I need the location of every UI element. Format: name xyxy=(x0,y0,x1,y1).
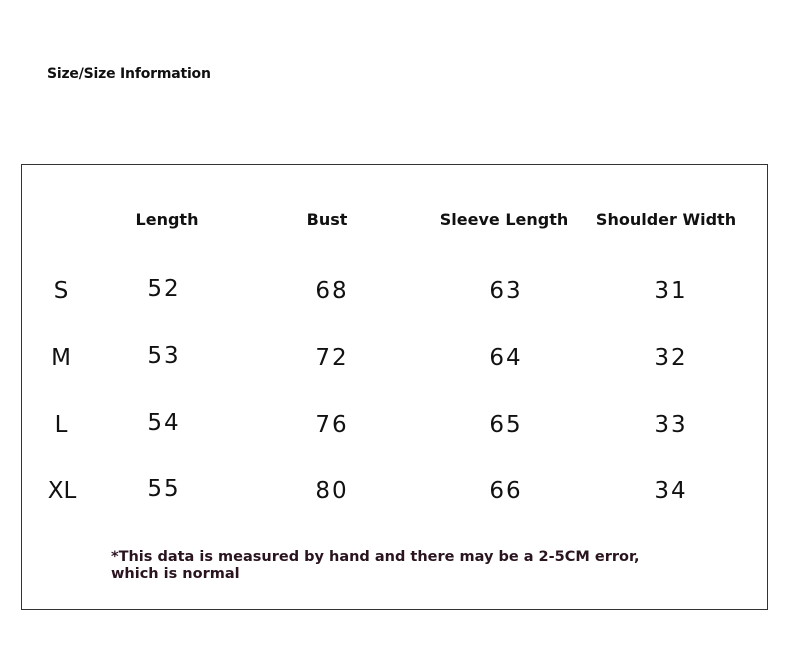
row-label-l: L xyxy=(54,412,68,438)
column-header-length: Length xyxy=(135,210,199,229)
row-label-xl: XL xyxy=(47,478,77,504)
table-cell: 68 xyxy=(315,278,349,304)
table-cell: 33 xyxy=(654,412,688,438)
table-cell: 66 xyxy=(489,478,523,504)
table-cell: 76 xyxy=(315,412,349,438)
table-cell: 53 xyxy=(147,343,181,369)
size-chart-box xyxy=(21,164,768,610)
column-header-shoulder-width: Shoulder Width xyxy=(595,210,737,229)
row-label-s: S xyxy=(53,278,69,304)
table-cell: 34 xyxy=(654,478,688,504)
table-cell: 80 xyxy=(315,478,349,504)
table-cell: 64 xyxy=(489,345,523,371)
column-header-sleeve-length: Sleeve Length xyxy=(439,210,569,229)
column-header-bust: Bust xyxy=(306,210,348,229)
row-label-m: M xyxy=(51,345,71,371)
table-cell: 31 xyxy=(654,278,688,304)
table-cell: 52 xyxy=(147,276,181,302)
table-cell: 65 xyxy=(489,412,523,438)
table-cell: 63 xyxy=(489,278,523,304)
table-cell: 72 xyxy=(315,345,349,371)
measurement-note: *This data is measured by hand and there may be a 2-5CM error, which is normal xyxy=(111,549,640,582)
table-cell: 32 xyxy=(654,345,688,371)
table-cell: 55 xyxy=(147,476,181,502)
table-cell: 54 xyxy=(147,410,181,436)
page-title: Size/Size Information xyxy=(47,66,211,82)
